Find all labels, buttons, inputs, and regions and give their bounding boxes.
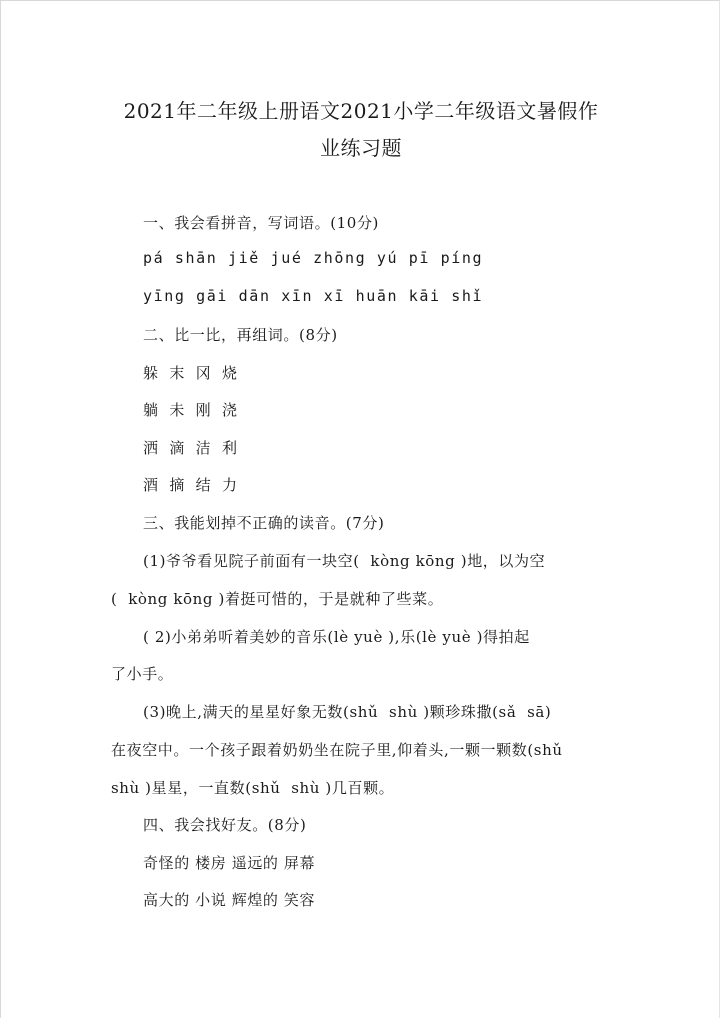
section-2-row2: 躺 未 刚 浇 — [143, 401, 238, 419]
section-2-row4: 酒 摘 结 力 — [143, 476, 238, 494]
section-3-q2-line1: ( 2)小弟弟听着美妙的音乐(lè yuè ),乐(lè yuè )得拍起 — [143, 628, 530, 646]
section-1-heading: 一、我会看拼音，写词语。(10分) — [143, 214, 379, 232]
section-3-q1-line2: ( kòng kōng )着挺可惜的，于是就种了些菜。 — [111, 590, 444, 608]
section-3-q3-line2: 在夜空中。一个孩子跟着奶奶坐在院子里,仰着头,一颗一颗数(shǔ — [111, 741, 563, 759]
section-3-q2-line2: 了小手。 — [111, 665, 174, 683]
section-4-row2: 高大的 小说 辉煌的 笑容 — [143, 891, 316, 909]
section-4-heading: 四、我会找好友。(8分) — [143, 816, 307, 834]
section-2-heading: 二、比一比，再组词。(8分) — [143, 326, 338, 344]
document-title-line2: 业练习题 — [320, 136, 402, 160]
section-4-row1: 奇怪的 楼房 遥远的 屏幕 — [143, 854, 316, 872]
section-2-row3: 洒 滴 洁 利 — [143, 439, 238, 457]
section-3-q3-line1: (3)晚上,满天的星星好象无数(shǔ shù )颗珍珠撒(sǎ sā) — [143, 703, 552, 721]
document-title-line1: 2021年二年级上册语文2021小学二年级语文暑假作 — [123, 99, 599, 123]
section-1-pinyin-row2: yīng gāi dān xīn xī huān kāi shǐ — [143, 287, 484, 305]
section-3-q3-line3: shù )星星，一直数(shǔ shù )几百颗。 — [111, 779, 395, 797]
section-3-heading: 三、我能划掉不正确的读音。(7分) — [143, 514, 385, 532]
section-1-pinyin-row1: pá shān jiě jué zhōng yú pī píng — [143, 249, 484, 267]
section-2-row1: 躲 末 冈 烧 — [143, 364, 238, 382]
section-3-q1-line1: (1)爷爷看见院子前面有一块空( kòng kōng )地，以为空 — [143, 552, 546, 570]
